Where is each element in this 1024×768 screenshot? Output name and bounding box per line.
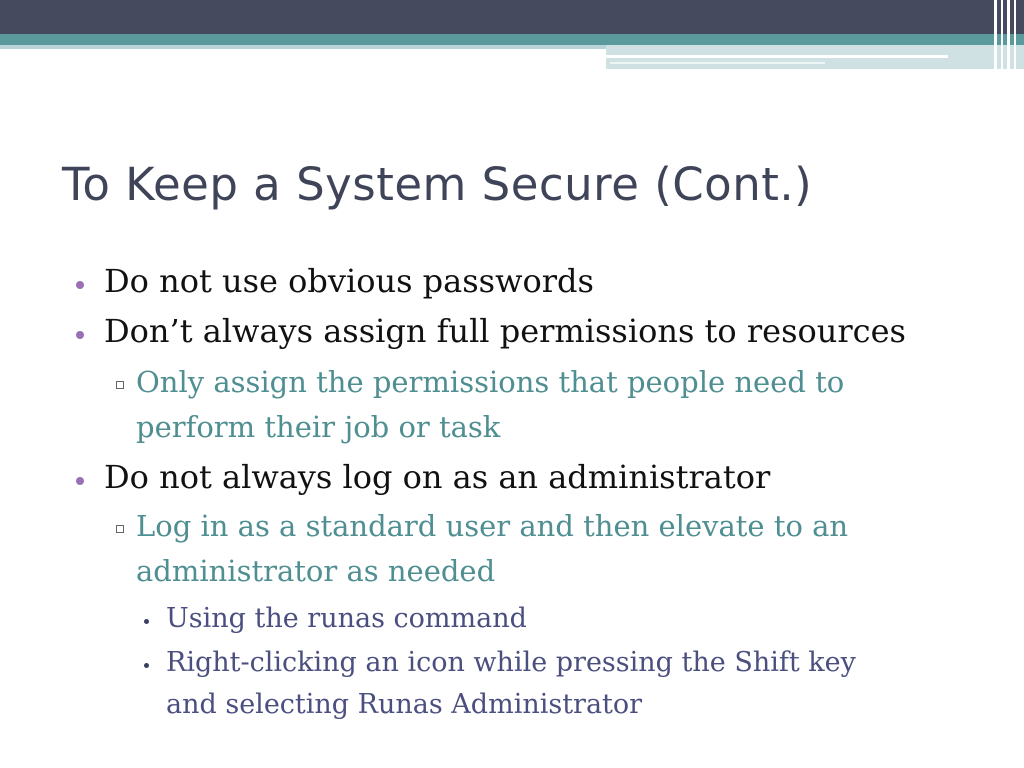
bullet-text: Do not always log on as an administrator (104, 458, 771, 496)
bullet-text: Do not use obvious passwords (104, 262, 594, 300)
sub-sub-bullet-dot-icon (144, 663, 149, 668)
sub-sub-bullet-text: and selecting Runas Administrator (166, 689, 643, 720)
sub-sub-bullet-text: Right-clicking an icon while pressing the Shift key (166, 647, 856, 678)
sub-sub-bullet-text: Using the runas command (166, 603, 527, 634)
sub-bullet-text: perform their job or task (136, 410, 501, 444)
sub-sub-bullet-dot-icon (144, 619, 149, 624)
bullet-dot-icon (73, 281, 87, 295)
sub-bullet-text: Only assign the permissions that people need to (136, 365, 845, 399)
bullet-text: Don’t always assign full permissions to resources (104, 312, 906, 350)
bullet-dot-icon (73, 331, 87, 345)
sub-bullet-text: Log in as a standard user and then elevate to an (136, 509, 849, 543)
sub-bullet-square-icon (116, 525, 124, 533)
sub-bullet-text: administrator as needed (136, 554, 496, 588)
bullet-dot-icon (73, 477, 87, 491)
slide-title: To Keep a System Secure (Cont.) (62, 158, 813, 211)
sub-bullet-square-icon (116, 381, 124, 389)
